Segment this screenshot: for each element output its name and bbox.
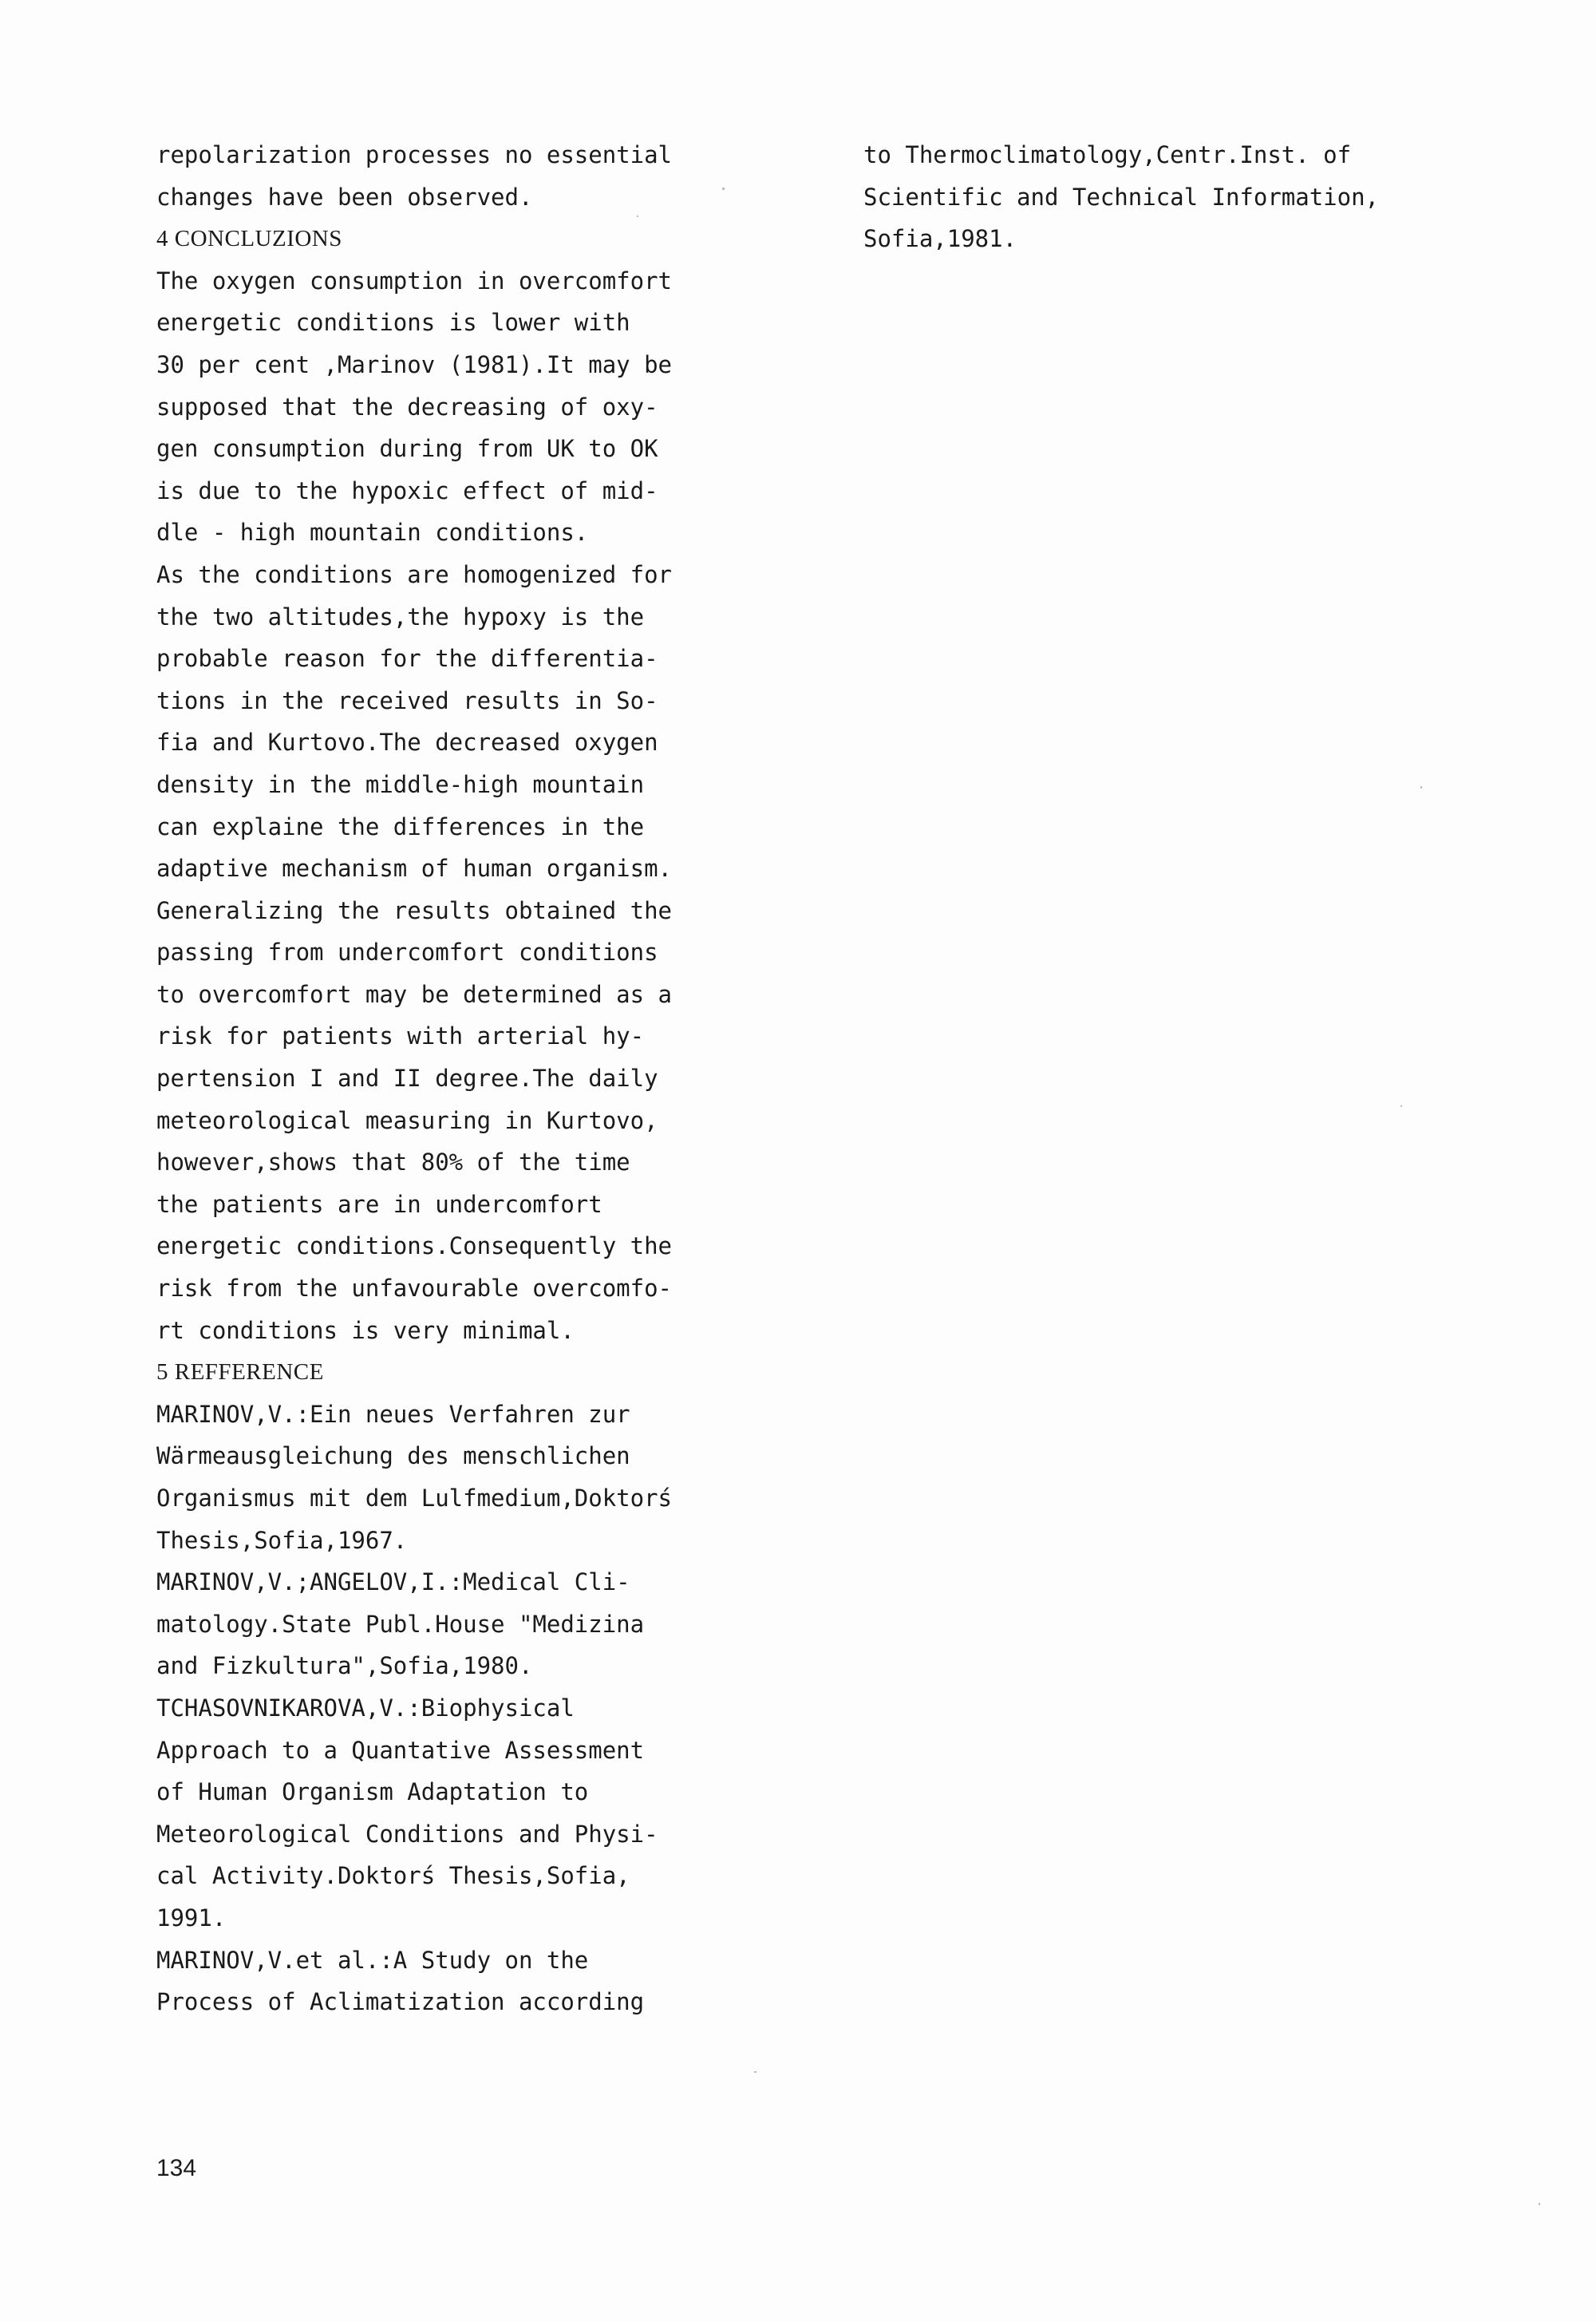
text-line: is due to the hypoxic effect of mid- (156, 476, 658, 504)
scan-speck (754, 2071, 757, 2073)
reference-line: Organismus mit dem Lulfmedium,Doktorś (156, 1485, 673, 1512)
right-text-column (863, 134, 1542, 260)
text-line: adaptive mechanism of human organism. (156, 855, 673, 883)
text-line: meteorological measuring in Kurtovo, (156, 1106, 658, 1134)
text-line: the patients are in undercomfort (156, 1190, 602, 1218)
scan-speck (722, 188, 725, 190)
text-line: The oxygen consumption in overcomfort (156, 267, 673, 295)
text-line: rt conditions is very minimal. (156, 1316, 575, 1344)
reference-line: Scientific and Technical Information, (863, 183, 1380, 211)
text-line: the two altitudes,the hypoxy is the (156, 603, 645, 631)
reference-line: matology.State Publ.House "Medizina (156, 1610, 645, 1638)
reference-line: and Fizkultura",Sofia,1980. (156, 1652, 533, 1680)
scan-speck (1420, 786, 1422, 789)
reference-line: to Thermoclimatology,Centr.Inst. of (863, 141, 1352, 168)
reference-line: Thesis,Sofia,1967. (156, 1526, 408, 1554)
reference-line: of Human Organism Adaptation to (156, 1778, 589, 1806)
reference-line: Process of Aclimatization according (156, 1988, 645, 2016)
text-line: passing from undercomfort conditions (156, 939, 658, 967)
left-text-column (156, 134, 811, 2023)
text-line: supposed that the decreasing of oxy- (156, 393, 658, 421)
text-line: repolarization processes no essential (156, 141, 673, 168)
text-line: dle - high mountain conditions. (156, 519, 589, 547)
text-line: to overcomfort may be determined as a (156, 980, 673, 1008)
text-line: can explaine the differences in the (156, 813, 645, 840)
section-heading-reference: 5 REFFERENCE (156, 1359, 324, 1386)
text-line: however,shows that 80% of the time (156, 1149, 630, 1176)
text-line: probable reason for the differentia- (156, 645, 658, 673)
reference-line: Sofia,1981. (863, 225, 1017, 253)
scan-speck (1400, 1105, 1402, 1107)
text-line: changes have been observed. (156, 183, 533, 211)
text-line: density in the middle-high mountain (156, 770, 645, 798)
reference-line: MARINOV,V.;ANGELOV,I.:Medical Cli- (156, 1568, 630, 1596)
reference-line: MARINOV,V.et al.:A Study on the (156, 1946, 589, 1974)
reference-line: Meteorological Conditions and Physi- (156, 1820, 658, 1848)
reference-line: 1991. (156, 1904, 227, 1932)
page-number: 134 (156, 2155, 197, 2181)
reference-line: MARINOV,V.:Ein neues Verfahren zur (156, 1400, 630, 1428)
text-line: energetic conditions is lower with (156, 309, 630, 337)
text-line: tions in the received results in So- (156, 686, 658, 714)
reference-line: TCHASOVNIKAROVA,V.:Biophysical (156, 1694, 575, 1722)
reference-line: Approach to a Quantative Assessment (156, 1736, 645, 1764)
text-line: pertension I and II degree.The daily (156, 1065, 658, 1093)
text-line: As the conditions are homogenized for (156, 560, 673, 588)
text-line: risk for patients with arterial hy- (156, 1022, 645, 1050)
text-line: 30 per cent ,Marinov (1981).It may be (156, 350, 673, 378)
scan-speck (637, 215, 638, 217)
reference-line: Wärmeausgleichung des menschlichen (156, 1442, 630, 1470)
text-line: risk from the unfavourable overcomfo- (156, 1275, 673, 1303)
text-line: energetic conditions.Consequently the (156, 1232, 673, 1260)
text-line: gen consumption during from UK to OK (156, 435, 658, 463)
text-line: fia and Kurtovo.The decreased oxygen (156, 729, 658, 757)
reference-line: cal Activity.Doktorś Thesis,Sofia, (156, 1862, 630, 1890)
scan-speck (1539, 2203, 1540, 2205)
text-line: Generalizing the results obtained the (156, 896, 673, 924)
section-heading-conclusions: 4 CONCLUZIONS (156, 226, 342, 252)
